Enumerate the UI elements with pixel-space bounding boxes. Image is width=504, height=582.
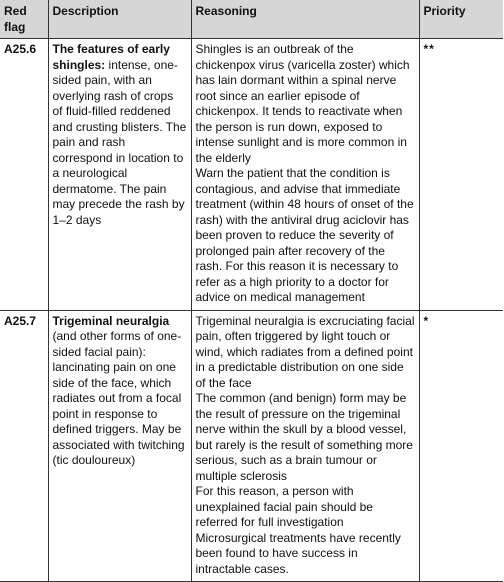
reasoning-cell xyxy=(191,310,419,582)
header-description: Description xyxy=(48,0,191,39)
priority-cell: * xyxy=(419,310,503,582)
description-title: The features of early shingles: xyxy=(52,42,170,72)
description-text: (and other forms of one-sided facial pain): lancinating pain on one side of the face, which radiates out from a focal point in response to defined triggers. May be associated with twitching (tic douloureux) xyxy=(52,329,185,467)
description-title: Trigeminal neuralgia xyxy=(52,313,170,328)
table-row xyxy=(0,39,503,311)
reasoning-paragraph: The common (and benign) form may be the result of pressure on the trigeminal nerve within the skull by a blood vessel, but rarely is the result of something more serious, such as a brain tumour or multiple sclerosis xyxy=(195,391,413,483)
description-text: intense, one-sided pain, with an overlying rash of crops of fluid-filled reddened and crusting blisters. The pain and rash correspond in location to a neurological dermatome. The pain may precede the rash by 1–2 days xyxy=(52,57,187,227)
reasoning-paragraph: Trigeminal neuralgia is excruciating facial pain, often triggered by light touch or wind, which radiates from a defined point in a predictable distribution on one side of the face xyxy=(195,313,415,390)
red-flag-code: A25.7 xyxy=(0,310,48,582)
red-flag-code: A25.6 xyxy=(0,39,48,311)
reasoning-cell xyxy=(191,39,419,311)
header-priority: Priority xyxy=(419,0,503,39)
reasoning-paragraph: For this reason, a person with unexplained facial pain should be referred for full investigation xyxy=(195,484,373,529)
reasoning-paragraph: Warn the patient that the condition is contagious, and advise that immediate treatment (within 48 hours of onset of the rash) with the antiviral drug aciclovir has been proven to reduce the severity of prolonged pain after recovery of the rash. For this reason it is necessary to refer as a high priority to a doctor for advice on medical management xyxy=(195,166,414,304)
reasoning-paragraph: Shingles is an outbreak of the chickenpox virus (varicella zoster) which has lain dormant within a spinal nerve root since an earlier episode of chickenpox. It tends to reactivate when the person is run down, exposed to intense sunlight and is more common in the elderly xyxy=(195,42,410,165)
header-row xyxy=(0,0,503,39)
header-red-flag: Red flag xyxy=(0,0,48,39)
description-cell xyxy=(48,39,191,311)
reasoning-paragraph: Microsurgical treatments have recently been found to have success in intractable cases. xyxy=(195,530,401,576)
header-reasoning: Reasoning xyxy=(191,0,419,39)
table-row xyxy=(0,310,503,582)
priority-cell: ** xyxy=(419,39,503,311)
description-cell xyxy=(48,310,191,582)
